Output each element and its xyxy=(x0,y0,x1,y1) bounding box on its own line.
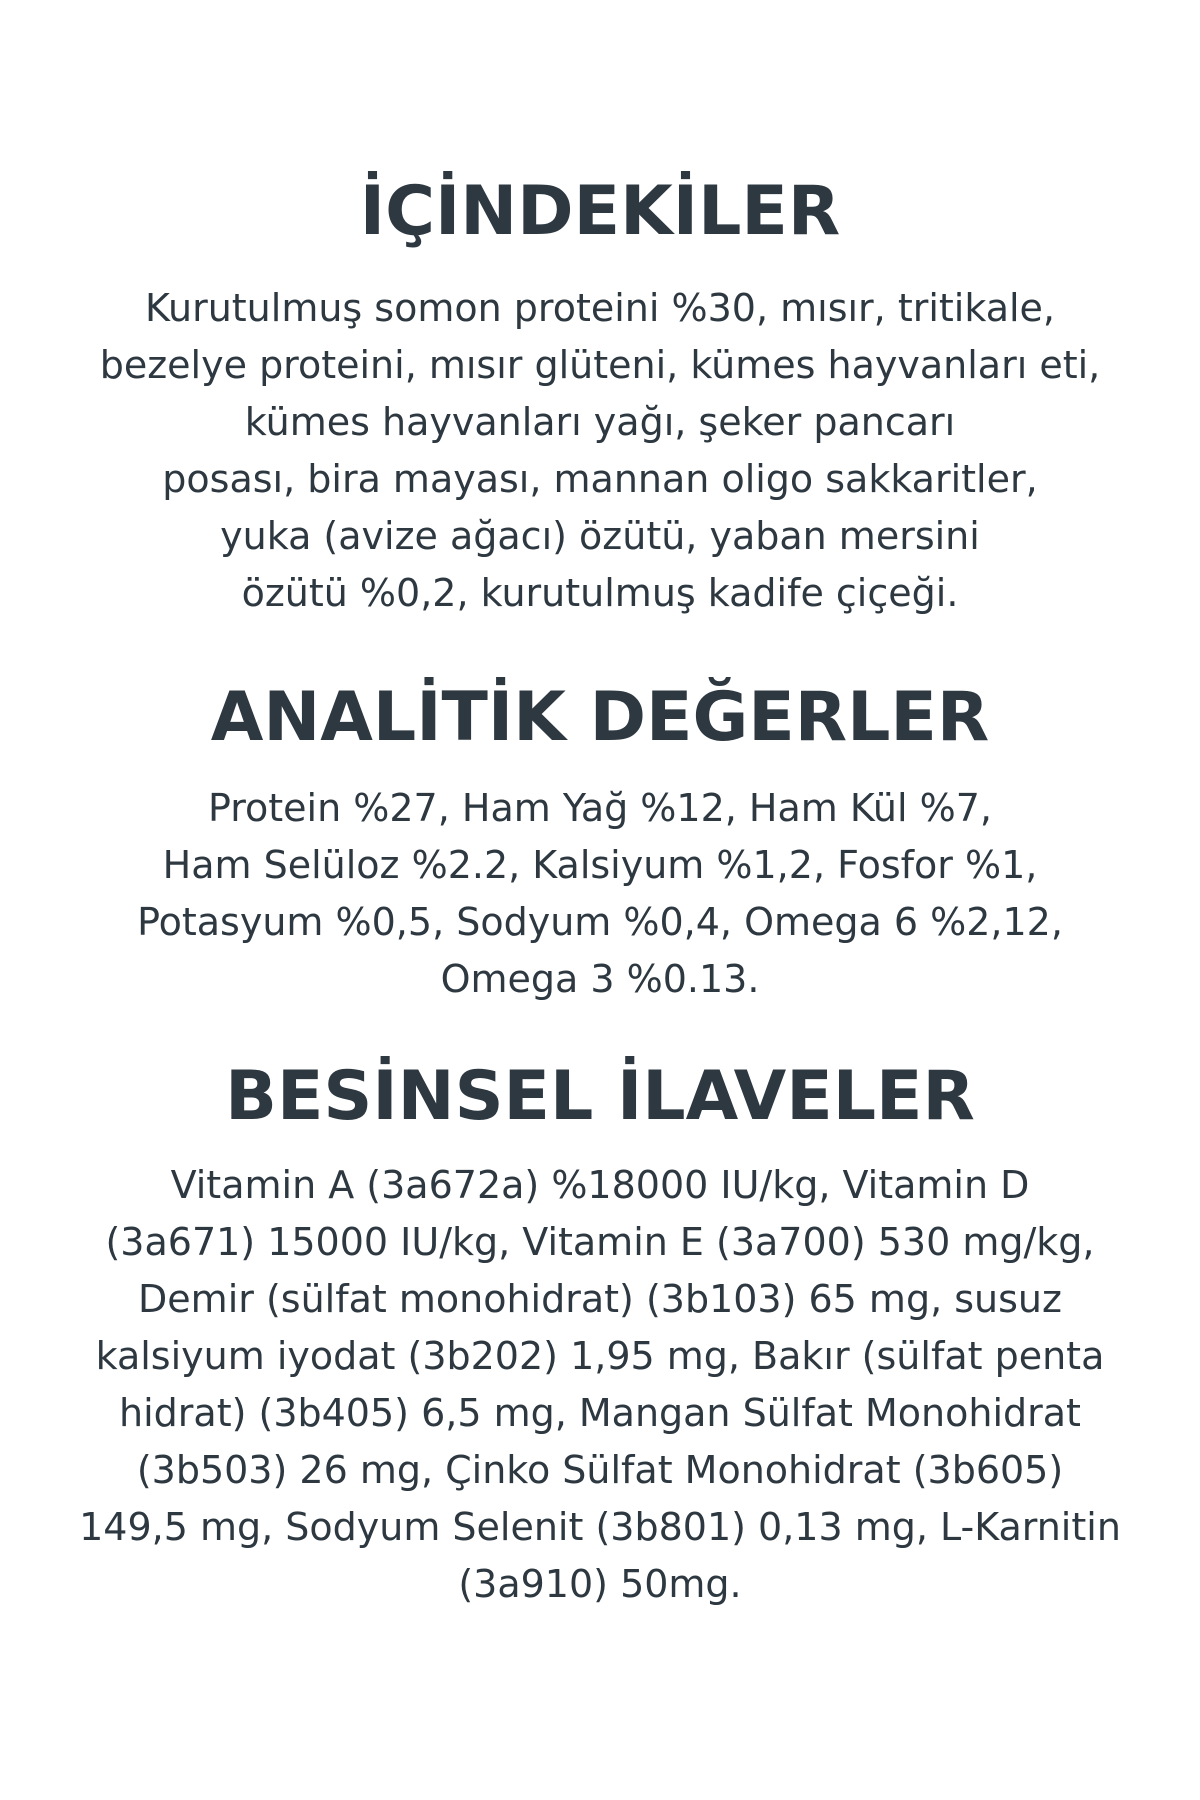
nutritional-additives-line: (3a671) 15000 IU/kg, Vitamin E (3a700) 530 mg/kg, xyxy=(105,1220,1095,1264)
ingredients-heading: İÇİNDEKİLER xyxy=(359,172,841,251)
ingredients-line: bezelye proteini, mısır glüteni, kümes hayvanları eti, xyxy=(99,343,1101,387)
ingredients-line: yuka (avize ağacı) özütü, yaban mersini xyxy=(220,514,980,558)
analytical-values-heading: ANALİTİK DEĞERLER xyxy=(210,678,990,757)
nutritional-additives-line: (3b503) 26 mg, Çinko Sülfat Monohidrat (3b605) xyxy=(136,1448,1064,1492)
nutritional-additives-line: 149,5 mg, Sodyum Selenit (3b801) 0,13 mg, L-Karnitin xyxy=(79,1505,1121,1549)
analytical-values-line: Protein %27, Ham Yağ %12, Ham Kül %7, xyxy=(207,786,992,830)
ingredients-text xyxy=(0,280,1200,622)
analytical-values-line: Ham Selüloz %2.2, Kalsiyum %1,2, Fosfor %1, xyxy=(162,843,1038,887)
nutritional-additives-line: kalsiyum iyodat (3b202) 1,95 mg, Bakır (sülfat penta xyxy=(95,1334,1105,1378)
nutritional-additives-text xyxy=(0,1157,1200,1613)
nutritional-additives-line: hidrat) (3b405) 6,5 mg, Mangan Sülfat Monohidrat xyxy=(119,1391,1081,1435)
analytical-values-text xyxy=(0,780,1200,1008)
ingredients-line: Kurutulmuş somon proteini %30, mısır, tritikale, xyxy=(144,286,1056,330)
nutritional-additives-line: Demir (sülfat monohidrat) (3b103) 65 mg, susuz xyxy=(138,1277,1062,1321)
ingredients-line: posası, bira mayası, mannan oligo sakkaritler, xyxy=(162,457,1038,501)
ingredients-line: özütü %0,2, kurutulmuş kadife çiçeği. xyxy=(241,571,959,615)
ingredients-line: kümes hayvanları yağı, şeker pancarı xyxy=(244,400,956,444)
nutritional-additives-line: Vitamin A (3a672a) %18000 IU/kg, Vitamin D xyxy=(170,1163,1030,1207)
analytical-values-line: Omega 3 %0.13. xyxy=(440,957,760,1001)
nutritional-additives-heading: BESİNSEL İLAVELER xyxy=(225,1057,975,1136)
analytical-values-line: Potasyum %0,5, Sodyum %0,4, Omega 6 %2,12, xyxy=(137,900,1063,944)
nutritional-additives-line: (3a910) 50mg. xyxy=(458,1562,742,1606)
